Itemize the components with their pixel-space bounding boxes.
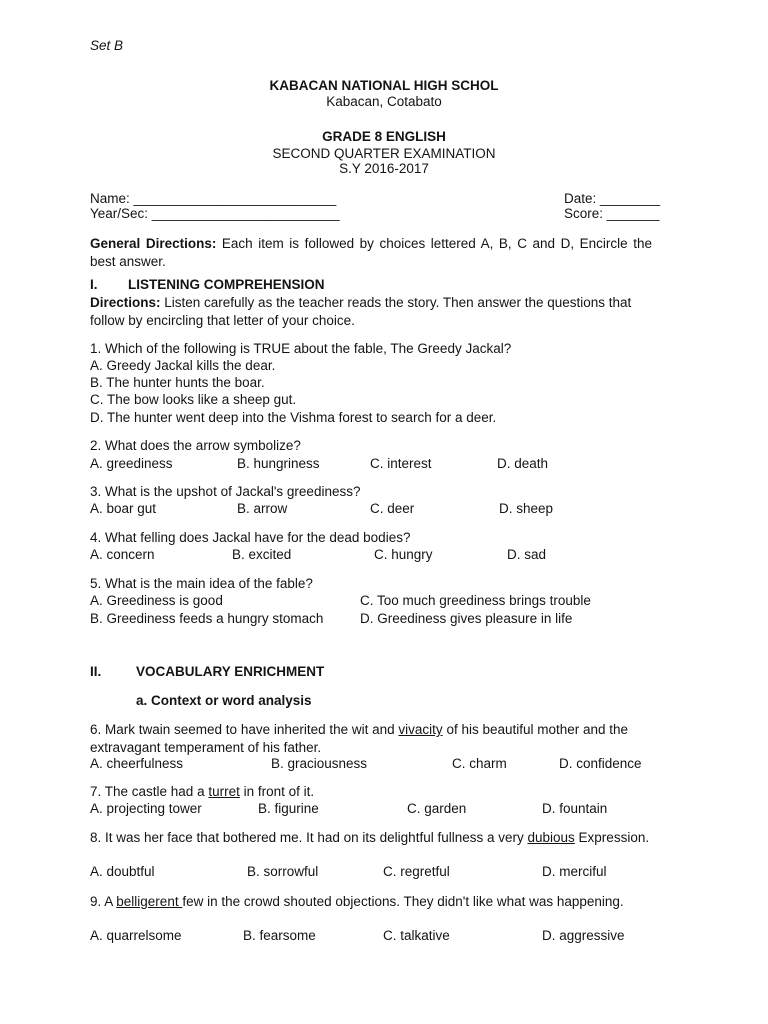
q7-stem — [90, 784, 314, 799]
q9-stem-post: few in the crowd shouted objections. They didn't like what was happening. — [182, 894, 624, 909]
q3-choice-a[interactable]: A. boar gut — [90, 501, 157, 516]
yearsec-field[interactable]: Year/Sec: _________________________ — [90, 206, 340, 221]
q2-stem: 2. What does the arrow symbolize? — [90, 438, 301, 453]
q1-choice-a[interactable]: A. Greedy Jackal kills the dear. — [90, 358, 276, 373]
q5-choice-a[interactable]: A. Greediness is good — [90, 593, 223, 608]
q9-target-word: belligerent — [116, 894, 183, 909]
q7-choice-c[interactable]: C. garden — [407, 801, 467, 816]
q6-target-word: vivacity — [398, 722, 443, 737]
general-directions-text: Each item is followed by choices lettered A, B, C and D, Encircle the best answer. — [90, 236, 652, 269]
subject-title: GRADE 8 ENGLISH — [322, 129, 446, 144]
q2-choice-a[interactable]: A. greediness — [90, 456, 173, 471]
q7-choice-a[interactable]: A. projecting tower — [90, 801, 202, 816]
section-2-subtitle: a. Context or word analysis — [136, 693, 312, 708]
school-location: Kabacan, Cotabato — [326, 94, 442, 109]
general-directions-label: General Directions: — [90, 236, 217, 251]
school-year: S.Y 2016-2017 — [339, 161, 429, 176]
general-directions — [90, 235, 652, 271]
q4-choice-c[interactable]: C. hungry — [374, 547, 433, 562]
q8-choice-d[interactable]: D. merciful — [542, 864, 607, 879]
q5-choice-c[interactable]: C. Too much greediness brings trouble — [360, 593, 591, 608]
q1-choice-d[interactable]: D. The hunter went deep into the Vishma forest to search for a deer. — [90, 410, 497, 425]
q3-choice-b[interactable]: B. arrow — [237, 501, 288, 516]
q7-choice-b[interactable]: B. figurine — [258, 801, 319, 816]
q6-choice-c[interactable]: C. charm — [452, 756, 507, 771]
q9-choice-d[interactable]: D. aggressive — [542, 928, 625, 943]
q1-choice-c[interactable]: C. The bow looks like a sheep gut. — [90, 392, 297, 407]
q6-choice-b[interactable]: B. graciousness — [271, 756, 368, 771]
q8-choice-a[interactable]: A. doubtful — [90, 864, 155, 879]
section-1-directions — [90, 294, 652, 330]
q3-choice-d[interactable]: D. sheep — [499, 501, 554, 516]
date-field[interactable]: Date: ________ — [564, 191, 661, 206]
q8-stem — [90, 829, 656, 847]
q5-choice-d[interactable]: D. Greediness gives pleasure in life — [360, 611, 573, 626]
q8-choice-b[interactable]: B. sorrowful — [247, 864, 319, 879]
q9-choice-c[interactable]: C. talkative — [383, 928, 450, 943]
section-1-number: I. — [90, 277, 98, 292]
q9-stem — [90, 893, 630, 911]
q8-stem-pre: 8. It was her face that bothered me. It had on its delightful fullness a very — [90, 830, 528, 845]
q1-stem: 1. Which of the following is TRUE about the fable, The Greedy Jackal? — [90, 341, 512, 356]
q6-stem-post: of his beautiful mother and the extravagant temperament of his father. — [90, 722, 629, 755]
q3-stem: 3. What is the upshot of Jackal's greediness? — [90, 484, 361, 499]
q5-stem: 5. What is the main idea of the fable? — [90, 576, 313, 591]
q9-choice-b[interactable]: B. fearsome — [243, 928, 316, 943]
q9-stem-pre: 9. A — [90, 894, 117, 909]
school-name: KABACAN NATIONAL HIGH SCHOL — [269, 78, 499, 93]
q5-choice-b[interactable]: B. Greediness feeds a hungry stomach — [90, 611, 324, 626]
exam-title: SECOND QUARTER EXAMINATION — [272, 146, 496, 161]
section-2-title: VOCABULARY ENRICHMENT — [136, 664, 325, 679]
q6-choice-d[interactable]: D. confidence — [559, 756, 642, 771]
q7-stem-pre: 7. The castle had a — [90, 784, 209, 799]
score-field[interactable]: Score: _______ — [564, 206, 660, 221]
q4-choice-b[interactable]: B. excited — [232, 547, 292, 562]
q2-choice-c[interactable]: C. interest — [370, 456, 432, 471]
q9-choice-a[interactable]: A. quarrelsome — [90, 928, 182, 943]
section-2-number: II. — [90, 664, 102, 679]
q8-choice-c[interactable]: C. regretful — [383, 864, 450, 879]
q2-choice-d[interactable]: D. death — [497, 456, 549, 471]
section-1-title: LISTENING COMPREHENSION — [128, 277, 325, 292]
set-label: Set B — [90, 38, 124, 53]
section-1-directions-label: Directions: — [90, 295, 161, 310]
name-field[interactable]: Name: ___________________________ — [90, 191, 337, 206]
q8-stem-post: Expression. — [574, 830, 650, 845]
q7-target-word: turret — [208, 784, 240, 799]
q2-choice-b[interactable]: B. hungriness — [237, 456, 320, 471]
q6-stem — [90, 721, 652, 757]
q4-choice-d[interactable]: D. sad — [507, 547, 547, 562]
q6-stem-pre: 6. Mark twain seemed to have inherited the wit and — [90, 722, 399, 737]
q1-choice-b[interactable]: B. The hunter hunts the boar. — [90, 375, 265, 390]
q3-choice-c[interactable]: C. deer — [370, 501, 415, 516]
q7-choice-d[interactable]: D. fountain — [542, 801, 608, 816]
q4-choice-a[interactable]: A. concern — [90, 547, 155, 562]
q7-stem-post: in front of it. — [239, 784, 315, 799]
q8-target-word: dubious — [527, 830, 575, 845]
q4-stem: 4. What felling does Jackal have for the dead bodies? — [90, 530, 411, 545]
q6-choice-a[interactable]: A. cheerfulness — [90, 756, 184, 771]
section-1-directions-text: Listen carefully as the teacher reads the story. Then answer the questions that follow by encircling that letter of your choice. — [90, 295, 632, 328]
